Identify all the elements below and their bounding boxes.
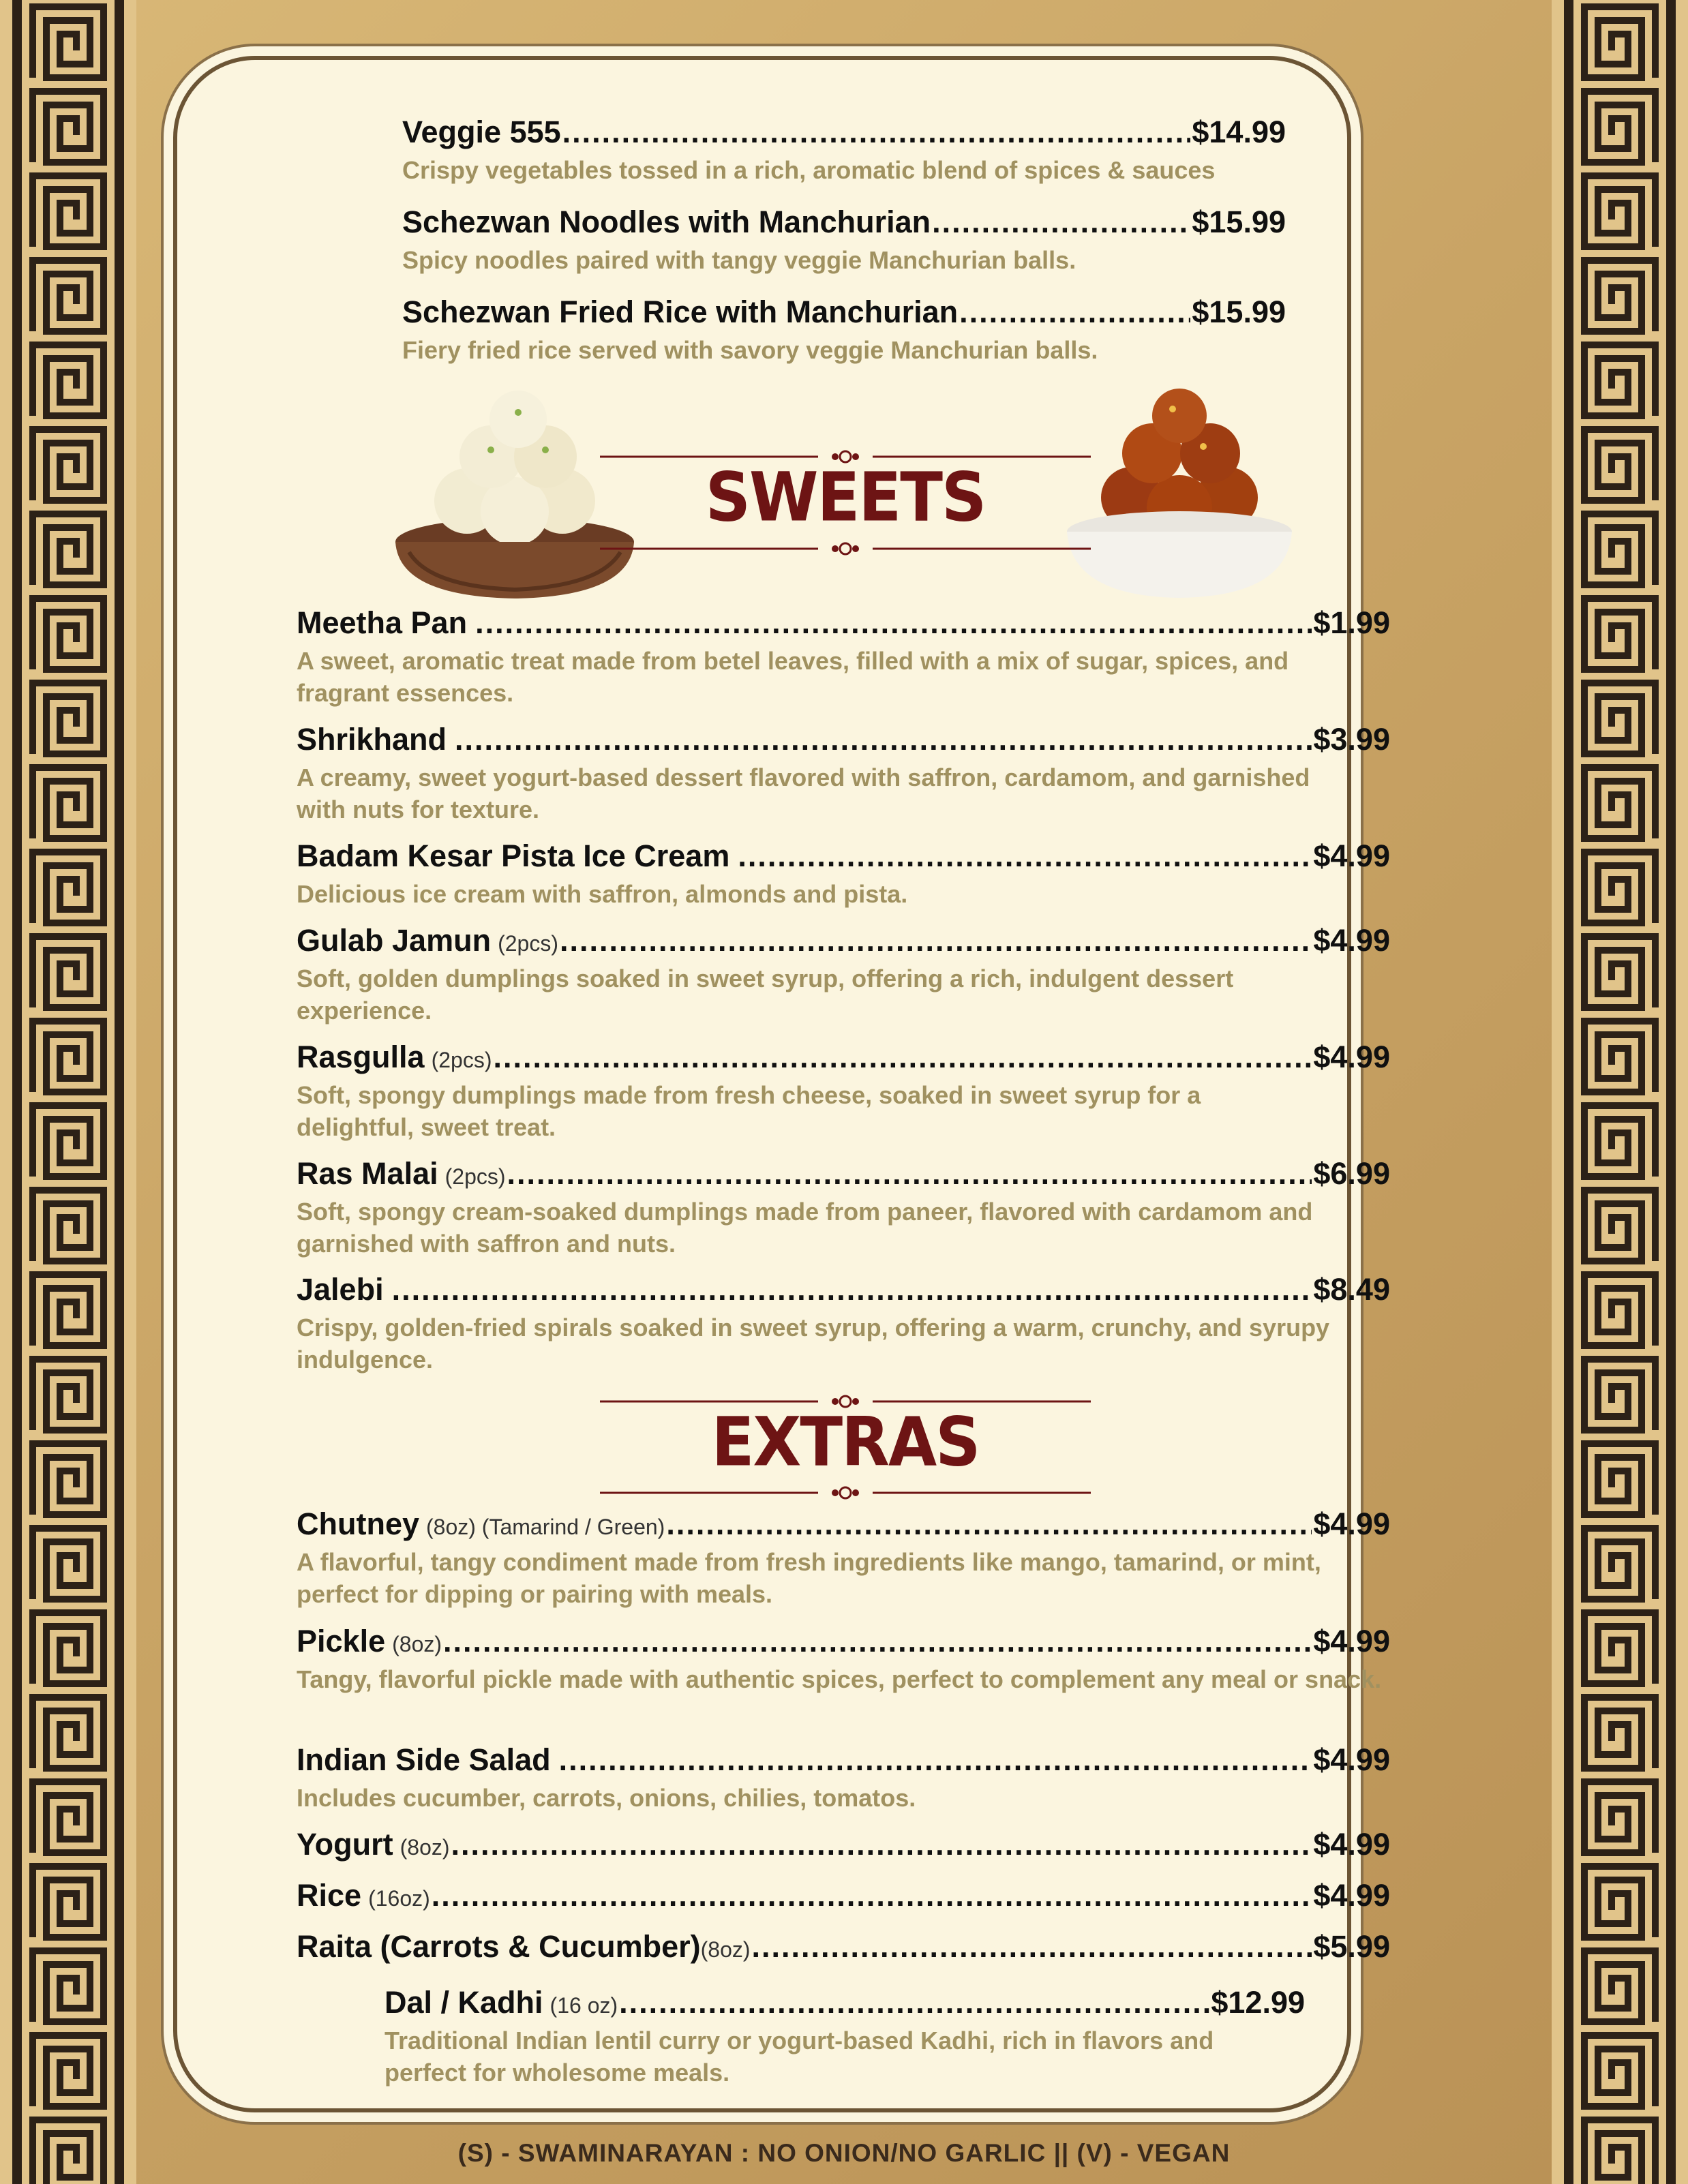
dot-leader: [507, 1156, 1312, 1192]
menu-item: [402, 204, 1286, 276]
item-description: A creamy, sweet yogurt-based dessert flavored with saffron, cardamom, and garnished with nuts for texture.: [297, 763, 1310, 823]
item-price: $14.99: [1192, 115, 1286, 149]
dot-leader: [932, 204, 1190, 240]
dot-leader: [752, 1929, 1312, 1965]
item-price: $12.99: [1211, 1985, 1305, 2020]
dot-leader: [392, 1272, 1312, 1307]
item-note: (16oz): [368, 1886, 430, 1911]
item-note: (16 oz): [549, 1993, 618, 2018]
menu-item: [297, 1742, 1390, 1814]
item-price: $4.99: [1313, 923, 1390, 958]
item-description: Includes cucumber, carrots, onions, chilies, tomatos.: [297, 1784, 916, 1812]
right-greek-key-border: [1552, 0, 1688, 2184]
item-name: Rasgulla: [297, 1040, 425, 1074]
greek-key-pattern-icon: [1578, 0, 1662, 2184]
item-description: Crispy vegetables tossed in a rich, aromatic blend of spices & sauces: [402, 156, 1216, 184]
left-greek-key-border: [0, 0, 136, 2184]
item-price: $4.99: [1313, 1827, 1390, 1862]
item-description: Spicy noodles paired with tangy veggie Manchurian balls.: [402, 246, 1076, 274]
item-name: Schezwan Fried Rice with Manchurian: [402, 294, 959, 329]
item-description: Tangy, flavorful pickle made with authentic spices, perfect to complement any meal or snack.: [297, 1665, 1382, 1693]
item-description: Crispy, golden-fried spirals soaked in sweet syrup, offering a warm, crunchy, and syrupy indulgence.: [297, 1314, 1330, 1374]
item-price: $4.99: [1313, 1878, 1390, 1913]
menu-item: [297, 923, 1390, 1027]
extras-section-title: EXTRAS: [711, 1402, 980, 1482]
item-note: (8oz): [392, 1632, 442, 1656]
item-note: (2pcs): [498, 931, 558, 956]
dot-leader: [562, 115, 1191, 150]
item-price: $15.99: [1192, 294, 1286, 329]
menu-item: [297, 1156, 1390, 1260]
item-name: Yogurt: [297, 1827, 393, 1862]
item-name: Ras Malai: [297, 1156, 438, 1191]
menu-item: [402, 115, 1286, 186]
item-description: A flavorful, tangy condiment made from fresh ingredients like mango, tamarind, or mint, perfect for dipping or pairing with meals.: [297, 1548, 1321, 1608]
item-name: Shrikhand: [297, 722, 447, 757]
item-name: Meetha Pan: [297, 605, 468, 640]
dot-leader: [432, 1878, 1312, 1913]
item-name: Jalebi: [297, 1272, 384, 1307]
item-price: $5.99: [1313, 1929, 1390, 1964]
item-name: Rice: [297, 1878, 362, 1913]
item-price: $3.99: [1313, 722, 1390, 757]
menu-item: [297, 1506, 1390, 1610]
item-name: Dal / Kadhi: [385, 1985, 543, 2020]
item-description: Soft, spongy dumplings made from fresh cheese, soaked in sweet syrup for a delightful, sweet treat.: [297, 1081, 1201, 1141]
item-description: Fiery fried rice served with savory veggie Manchurian balls.: [402, 336, 1098, 364]
dot-leader: [738, 838, 1312, 874]
item-note: (2pcs): [431, 1048, 492, 1072]
item-name: Veggie 555: [402, 115, 561, 149]
item-note: (8oz) (Tamarind / Green): [426, 1515, 665, 1539]
item-name: Chutney: [297, 1506, 419, 1541]
item-price: $15.99: [1192, 204, 1286, 239]
menu-item: [297, 1878, 1390, 1913]
item-note: (2pcs): [444, 1164, 506, 1189]
item-price: $4.99: [1313, 838, 1390, 873]
menu-item: [297, 1040, 1390, 1143]
item-price: $4.99: [1313, 1506, 1390, 1541]
item-note: (8oz): [400, 1835, 450, 1860]
menu-item: [297, 1929, 1390, 1965]
gulab-jamun-bowl-image: [1064, 378, 1295, 600]
item-name: Schezwan Noodles with Manchurian: [402, 204, 931, 239]
dot-leader: [619, 1985, 1209, 2020]
section-ornament-bottom: [600, 542, 1091, 556]
dot-leader: [959, 294, 1190, 330]
item-name: Raita (Carrots & Cucumber): [297, 1929, 701, 1964]
item-description: Soft, spongy cream-soaked dumplings made from paneer, flavored with cardamom and garnished with saffron and nuts.: [297, 1198, 1313, 1258]
dot-leader: [451, 1827, 1312, 1862]
menu-item: [297, 722, 1390, 825]
dot-leader: [443, 1624, 1312, 1659]
menu-item: [402, 294, 1286, 366]
dot-leader: [475, 605, 1312, 641]
item-description: A sweet, aromatic treat made from betel leaves, filled with a mix of sugar, spices, and fragrant essences.: [297, 647, 1289, 707]
item-name: Indian Side Salad: [297, 1742, 551, 1777]
sweets-section-title: SWEETS: [705, 457, 986, 537]
greek-key-pattern-icon: [26, 0, 110, 2184]
dietary-legend-footer: (S) - SWAMINARAYAN : NO ONION/NO GARLIC || (V) - VEGAN: [457, 2139, 1231, 2167]
item-description: Soft, golden dumplings soaked in sweet syrup, offering a rich, indulgent dessert experience.: [297, 965, 1234, 1025]
dot-leader: [455, 722, 1312, 757]
dot-leader: [666, 1506, 1312, 1542]
item-price: $4.99: [1313, 1040, 1390, 1074]
item-price: $4.99: [1313, 1742, 1390, 1777]
menu-item: [297, 605, 1390, 709]
menu-item: [297, 1827, 1390, 1862]
section-ornament-bottom: [600, 1486, 1091, 1500]
item-name: Badam Kesar Pista Ice Cream: [297, 838, 730, 873]
dot-leader: [560, 923, 1312, 958]
menu-item: [297, 838, 1390, 910]
item-price: $6.99: [1313, 1156, 1390, 1191]
item-description: Traditional Indian lentil curry or yogurt-based Kadhi, rich in flavors and perfect for wholesome meals.: [385, 2027, 1214, 2087]
item-price: $8.49: [1313, 1272, 1390, 1307]
item-name: Gulab Jamun: [297, 923, 492, 958]
item-price: $4.99: [1313, 1624, 1390, 1658]
dot-leader: [493, 1040, 1312, 1075]
menu-item: [385, 1985, 1305, 2089]
menu-item: [297, 1272, 1390, 1376]
item-name: Pickle: [297, 1624, 386, 1658]
dot-leader: [559, 1742, 1312, 1778]
item-price: $1.99: [1313, 605, 1390, 640]
item-note: (8oz): [700, 1937, 751, 1962]
item-description: Delicious ice cream with saffron, almonds and pista.: [297, 880, 908, 908]
menu-item: [297, 1624, 1390, 1695]
